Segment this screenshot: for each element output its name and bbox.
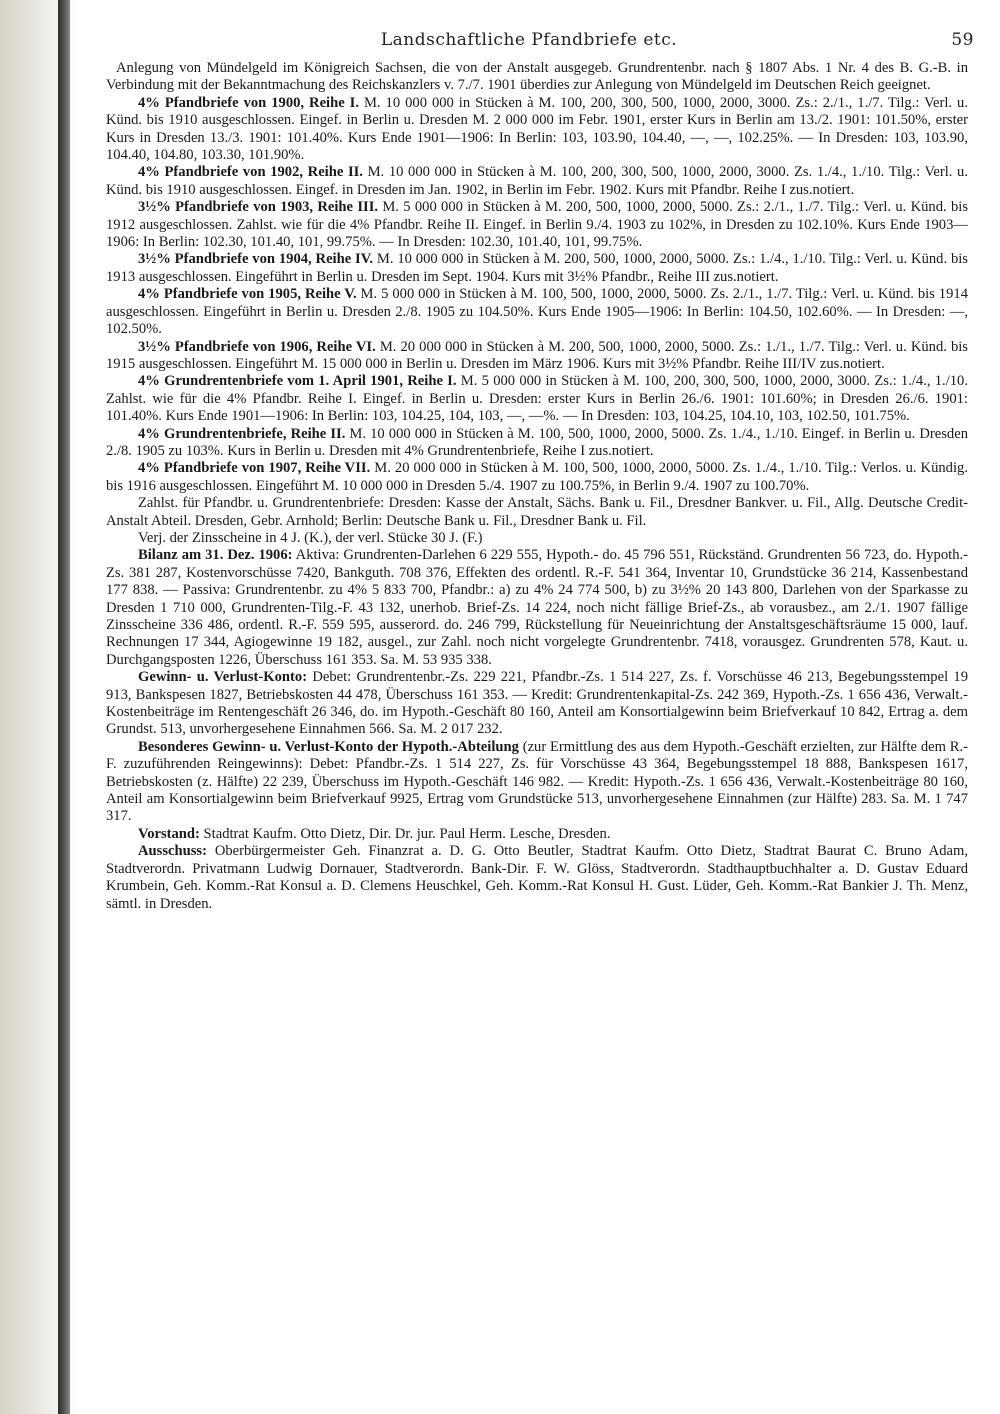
paragraph-reihe-3: 3½% Pfandbriefe von 1903, Reihe III. M. 5 000 000 in Stücken à M. 200, 500, 1000, 2000, 5000. Zs.: 2./1., 1./7. Tilg.: Verl. u. Künd. bis 1912 ausgeschlossen. Zahlst. wie für die 4% Pfandbr. Reihe II. Eingef. in Berlin 9./4. 1903 zu 102%, in Dresden zu 102.10%. Kurs Ende 1903—1906: In Berlin: 102.30, 101.40, 101, 99.75%. — In Dresden: 102.30, 101.40, 101, 99.75%. bbox=[106, 199, 968, 251]
body-text bbox=[84, 60, 974, 913]
paragraph-zahlstellen: Zahlst. für Pfandbr. u. Grundrentenbriefe: Dresden: Kasse der Anstalt, Sächs. Bank u. Fil., Dresdner Bankver. u. Fil., Allg. Deutsche Credit-Anstalt Abteil. Dresden, Gebr. Arnhold; Berlin: Deutsche Bank u. Fil., Dresdner Bank u. Fil. bbox=[106, 495, 968, 529]
page-header bbox=[84, 30, 974, 60]
paragraph-ausschuss: Ausschuss: Oberbürgermeister Geh. Finanzrat a. D. G. Otto Beutler, Stadtrat Kaufm. Otto Dietz, Stadtrat Baurat C. Bruno Adam, Stadtverordn. Privatmann Ludwig Dornauer, Stadtverordn. Bank-Dir. F. W. Glöss, Stadtverordn. Stadthauptbuchhalter a. D. Gustav Eduard Krumbein, Geh. Komm.-Rat Konsul a. D. Clemens Heuschkel, Geh. Komm.-Rat Konsul H. Gust. Lüder, Geh. Komm.-Rat Bankier J. Th. Menz, sämtl. in Dresden. bbox=[106, 843, 968, 912]
paragraph-intro: Anlegung von Mündelgeld im Königreich Sachsen, die von der Anstalt ausgegeb. Grundrentenbr. nach § 1807 Abs. 1 Nr. 4 des B. G.-B. in Verbindung mit der Bekanntmachung des Reichskanzlers v. 7./7. 1901 überdies zur Anlegung von Mündelgeld im Deutschen Reich geeignet. bbox=[106, 60, 968, 94]
paragraph-reihe-7: 4% Pfandbriefe von 1907, Reihe VII. M. 20 000 000 in Stücken à M. 100, 500, 1000, 2000, 5000. Zs. 1./4., 1./10. Tilg.: Verlos. u. Kündig. bis 1916 ausgeschlossen. Eingeführt M. 10 000 000 in Dresden 5./4. 1907 zu 100.75%, in Berlin 9./4. 1907 zu 100.70%. bbox=[106, 460, 968, 494]
paragraph-grundrenten-2: 4% Grundrentenbriefe, Reihe II. M. 10 000 000 in Stücken à M. 100, 500, 1000, 2000, 5000. Zs. 1./4., 1./10. Eingef. in Berlin u. Dresden 2./8. 1905 zu 103%. Kurs in Berlin u. Dresden mit 4% Grundrentenbriefe, Reihe I zus.notiert. bbox=[106, 425, 968, 459]
paragraph-reihe-5: 4% Pfandbriefe von 1905, Reihe V. M. 5 000 000 in Stücken à M. 100, 500, 1000, 2000, 5000. Zs. 2./1., 1./7. Tilg.: Verl. u. Künd. bis 1914 ausgeschlossen. Eingeführt in Berlin u. Dresden 2./8. 1905 zu 104.50%. Kurs Ende 1905—1906: In Berlin: 104.50, 102.60%. — In Dresden: —, 102.50%. bbox=[106, 286, 968, 338]
paragraph-bilanz: Bilanz am 31. Dez. 1906: Aktiva: Grundrenten-Darlehen 6 229 555, Hypoth.- do. 45 796 551, Rückständ. Grundrenten 56 723, do. Hypoth.-Zs. 381 287, Kostenvorschüsse 7420, Bankguth. 708 376, Effekten des ordentl. R.-F. 541 364, Inventar 10, Grundstücke 36 214, Kassenbestand 177 838. — Passiva: Grundrentenbr. zu 4% 5 833 700, Pfandbr.: a) zu 4% 24 774 500, b) zu 3½% 20 143 800, Darlehen von der Sparkasse zu Dresden 1 710 000, Grundrenten-Tilg.-F. 43 132, unerhob. Brief-Zs. 14 224, noch nicht fällige Brief-Zs., ab vorausbez., am 2./1. 1907 fällige Zinsscheine 336 486, ordentl. R.-F. 559 595, ausserord. do. 246 799, Rückstellung für Neueinrichtung der Anstaltsgeschäftsräume 15 000, lauf. Rechnungen 17 344, Agiogewinne 19 182, ausgel., zur Zahl. noch nicht vorgelegte Grundrentenbr. 7418, vorausgez. Grundrenten 578, Kaut. u. Durchgangsposten 1226, Überschuss 161 353. Sa. M. 53 935 338. bbox=[106, 547, 968, 668]
paragraph-reihe-1: 4% Pfandbriefe von 1900, Reihe I. M. 10 000 000 in Stücken à M. 100, 200, 300, 500, 1000, 2000, 3000. Zs.: 2./1., 1./7. Tilg.: Verl. u. Künd. bis 1910 ausgeschlossen. Eingef. in Berlin u. Dresden M. 2 000 000 im Febr. 1901, erster Kurs in Berlin am 13./2. 1901: 101.50%, erster Kurs in Dresden 13./3. 1901: 101.40%. Kurs Ende 1901—1906: In Berlin: 103, 103.90, 104.40, —, —, 102.25%. — In Dresden: 103, 103.90, 104.40, 104.80, 103.30, 101.90%. bbox=[106, 94, 968, 164]
page-number: 59 bbox=[951, 30, 974, 50]
paragraph-gewinn-verlust: Gewinn- u. Verlust-Konto: Debet: Grundrentenbr.-Zs. 229 221, Pfandbr.-Zs. 1 514 227, Zs. f. Vorschüsse 46 213, Begebungsstempel 19 913, Bankspesen 1827, Betriebskosten 44 478, Überschuss 161 353. — Kredit: Grundrentenkapital-Zs. 242 369, Hypoth.-Zs. 1 656 436, Verwalt.-Kostenbeiträge im Rentengeschäft 26 346, do. im Hypoth.-Geschäft 80 160, Anteil am Konsortialgewinn beim Briefverkauf 10 842, Ertrag a. dem Grundst. 513, unvorhergesehene Einnahmen 566. Sa. M. 2 017 232. bbox=[106, 669, 968, 738]
book-binding bbox=[58, 0, 70, 1414]
paragraph-reihe-4: 3½% Pfandbriefe von 1904, Reihe IV. M. 10 000 000 in Stücken à M. 200, 500, 1000, 2000, 5000. Zs.: 1./4., 1./10. Tilg.: Verl. u. Künd. bis 1913 ausgeschlossen. Eingeführt in Berlin u. Dresden im Sept. 1904. Kurs mit 3½% Pfandbr., Reihe III zus.notiert. bbox=[106, 251, 968, 285]
paragraph-besonderes-konto: Besonderes Gewinn- u. Verlust-Konto der Hypoth.-Abteilung (zur Ermittlung des aus dem Hypoth.-Geschäft erzielten, zur Hälfte dem R.-F. zuzuführenden Reingewinns): Debet: Pfandbr.-Zs. 1 514 227, Zs. für Vorschüsse 43 364, Begebungsstempel 18 888, Bankspesen 1617, Betriebskosten (z. Hälfte) 22 239, Überschuss im Hypoth.-Geschäft 146 982. — Kredit: Hypoth.-Zs. 1 656 436, Verwalt.-Kostenbeiträge 80 160, Anteil am Konsortialgewinn beim Briefverkauf 9925, Ertrag vom Grundstücke 513, unvorhergesehene Einnahmen (zur Hälfte) 283. Sa. M. 1 747 317. bbox=[106, 738, 968, 825]
running-title: Landschaftliche Pfandbriefe etc. bbox=[380, 30, 678, 50]
paragraph-reihe-2: 4% Pfandbriefe von 1902, Reihe II. M. 10 000 000 in Stücken à M. 100, 200, 300, 500, 1000, 2000, 3000. Zs. 1./4., 1./10. Tilg.: Verl. u. Künd. bis 1910 ausgeschlossen. Eingef. in Dresden im Jan. 1902, in Berlin im Febr. 1902. Kurs mit Pfandbr. Reihe I zus.notiert. bbox=[106, 164, 969, 198]
paragraph-reihe-6: 3½% Pfandbriefe von 1906, Reihe VI. M. 20 000 000 in Stücken à M. 200, 500, 1000, 2000, 5000. Zs.: 1./1., 1./7. Tilg.: Verl. u. Künd. bis 1915 ausgeschlossen. Eingeführt M. 15 000 000 in Berlin u. Dresden im März 1906. Kurs mit 3½% Pfandbr. Reihe III/IV zus.notiert. bbox=[106, 338, 968, 372]
paragraph-grundrenten-1: 4% Grundrentenbriefe vom 1. April 1901, Reihe I. M. 5 000 000 in Stücken à M. 100, 200, 300, 500, 1000, 2000, 3000. Zs.: 1./4., 1./10. Zahlst. wie für die 4% Pfandbr. Reihe I. Eingef. in Berlin u. Dresden: erster Kurs in Berlin 26./6. 1901: 101.60%; in Dresden 26./6. 1901: 101.40%. Kurs Ende 1901—1906: In Berlin: 103, 104.25, 104, 103, —, —%. — In Dresden: 103, 104.25, 104.10, 103, 102.50, 101.75%. bbox=[106, 373, 968, 425]
document-page bbox=[84, 30, 974, 913]
paragraph-vorstand: Vorstand: Stadtrat Kaufm. Otto Dietz, Dir. Dr. jur. Paul Herm. Lesche, Dresden. bbox=[138, 825, 611, 842]
paragraph-verjaehrung: Verj. der Zinsscheine in 4 J. (K.), der verl. Stücke 30 J. (F.) bbox=[138, 529, 483, 546]
